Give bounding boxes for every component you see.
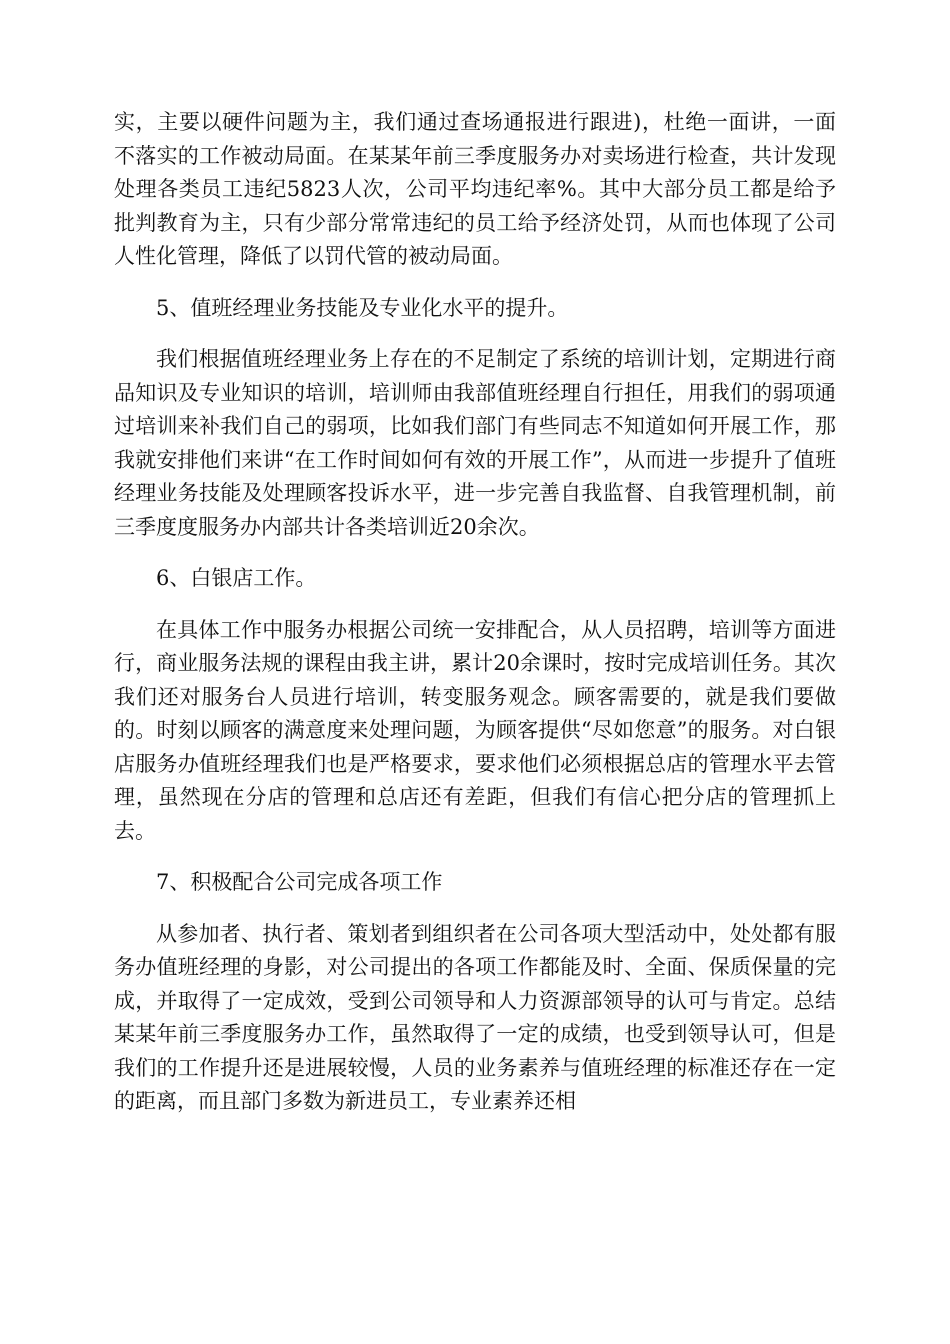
section-heading-7: 7、积极配合公司完成各项工作	[156, 870, 443, 894]
body-paragraph-1: 实，主要以硬件问题为主，我们通过查场通报进行跟进)，杜绝一面讲，一面不落实的工作被动局面。在某某年前三季度服务办对卖场进行检查，共计发现处理各类员工违纪5823人次，公司平均违纪率%。其中大部分员工都是给予批判教育为主，只有少部分常常违纪的员工给予经济处罚，从而也体现了公司人性化管理，降低了以罚代管的被动局面。	[114, 110, 836, 268]
document-page	[114, 106, 836, 1137]
body-paragraph-2: 我们根据值班经理业务上存在的不足制定了系统的培训计划，定期进行商品知识及专业知识的培训，培训师由我部值班经理自行担任，用我们的弱项通过培训来补我们自己的弱项，比如我们部门有些同志不知道如何开展工作，那我就安排他们来讲“在工作时间如何有效的开展工作”，从而进一步提升了值班经理业务技能及处理顾客投诉水平，进一步完善自我监督、自我管理机制，前三季度度服务办内部共计各类培训近20余次。	[114, 347, 836, 539]
body-paragraph-4: 从参加者、执行者、策划者到组织者在公司各项大型活动中，处处都有服务办值班经理的身影，对公司提出的各项工作都能及时、全面、保质保量的完成，并取得了一定成效，受到公司领导和人力资源部领导的认可与肯定。总结某某年前三季度服务办工作，虽然取得了一定的成绩，也受到领导认可，但是我们的工作提升还是进展较慢，人员的业务素养与值班经理的标准还存在一定的距离，而且部门多数为新进员工，专业素养还相	[114, 921, 836, 1113]
section-heading-6: 6、白银店工作。	[156, 566, 317, 590]
section-heading-5: 5、值班经理业务技能及专业化水平的提升。	[156, 295, 569, 320]
body-paragraph-3: 在具体工作中服务办根据公司统一安排配合，从人员招聘，培训等方面进行，商业服务法规的课程由我主讲，累计20余课时，按时完成培训任务。其次我们还对服务台人员进行培训，转变服务观念。顾客需要的，就是我们要做的。时刻以顾客的满意度来处理问题，为顾客提供“尽如您意”的服务。对白银店服务办值班经理我们也是严格要求，要求他们必须根据总店的管理水平去管理，虽然现在分店的管理和总店还有差距，但我们有信心把分店的管理抓上去。	[114, 617, 836, 843]
